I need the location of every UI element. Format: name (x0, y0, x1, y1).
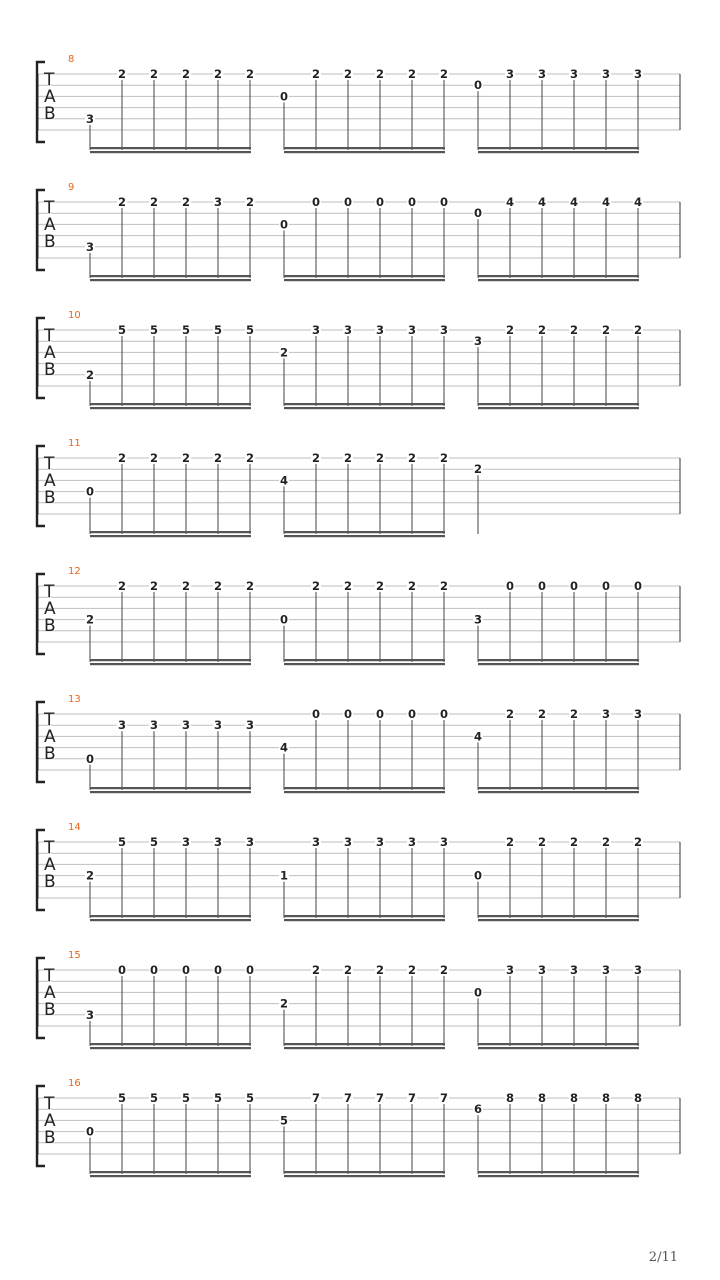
tab-clef-letter: T (44, 198, 55, 218)
fret-number: 2 (213, 579, 223, 593)
tab-clef-letter: B (44, 1128, 56, 1148)
fret-number: 3 (375, 323, 385, 337)
measure-number: 8 (68, 54, 75, 65)
measure-number: 11 (68, 438, 81, 449)
page-number: 2/11 (648, 1250, 678, 1265)
fret-number: 2 (181, 451, 191, 465)
beam (478, 659, 639, 661)
measure-number: 14 (68, 822, 81, 833)
tab-clef-letter: A (44, 343, 56, 363)
fret-number: 3 (633, 67, 643, 81)
fret-number: 0 (343, 707, 353, 721)
beam (284, 147, 445, 149)
fret-number: 0 (181, 963, 191, 977)
beam (284, 403, 445, 405)
fret-number: 0 (407, 195, 417, 209)
fret-number: 4 (473, 729, 483, 744)
fret-number: 0 (279, 89, 289, 104)
beam (284, 535, 445, 537)
beam (284, 1171, 445, 1173)
beam (478, 1175, 639, 1177)
fret-number: 3 (439, 323, 449, 337)
tab-clef-letter: B (44, 232, 56, 252)
fret-number: 3 (213, 718, 223, 733)
fret-number: 6 (473, 1102, 483, 1117)
beam (478, 403, 639, 405)
beam (90, 279, 251, 281)
fret-number: 4 (537, 195, 547, 209)
fret-number: 2 (633, 835, 643, 849)
beam (90, 531, 251, 533)
fret-number: 2 (343, 963, 353, 977)
fret-number: 2 (375, 67, 385, 81)
measure-number: 10 (68, 310, 81, 321)
beam (284, 1047, 445, 1049)
fret-number: 3 (85, 239, 95, 254)
fret-number: 0 (85, 751, 95, 766)
fret-number: 0 (149, 963, 159, 977)
tab-clef-letter: T (44, 1094, 55, 1114)
fret-number: 0 (633, 579, 643, 593)
fret-number: 2 (311, 451, 321, 465)
fret-number: 3 (505, 67, 515, 81)
beam (478, 915, 639, 917)
fret-number: 3 (117, 718, 127, 733)
fret-number: 7 (439, 1091, 449, 1105)
tab-clef-letter: T (44, 326, 55, 346)
fret-number: 3 (213, 195, 223, 209)
tab-clef-letter: B (44, 872, 56, 892)
beam (284, 659, 445, 661)
beam (90, 275, 251, 277)
fret-number: 5 (181, 1091, 191, 1105)
tab-clef-letter: A (44, 87, 56, 107)
fret-number: 4 (633, 195, 643, 209)
fret-number: 2 (117, 67, 127, 81)
beam (284, 915, 445, 917)
fret-number: 2 (181, 579, 191, 593)
tab-system-14 (37, 822, 680, 921)
tab-clef-letter: B (44, 488, 56, 508)
fret-number: 5 (117, 1091, 127, 1105)
fret-number: 3 (537, 67, 547, 81)
fret-number: 8 (569, 1091, 579, 1105)
tab-clef-letter: A (44, 1111, 56, 1131)
tab-clef-letter: B (44, 616, 56, 636)
measure-number: 9 (68, 182, 75, 193)
fret-number: 2 (439, 67, 449, 81)
tab-clef-letter: A (44, 215, 56, 235)
fret-number: 2 (569, 323, 579, 337)
fret-number: 0 (85, 1124, 95, 1139)
fret-number: 2 (149, 579, 159, 593)
fret-number: 3 (473, 612, 483, 627)
tab-clef-letter: B (44, 1000, 56, 1020)
fret-number: 2 (601, 835, 611, 849)
beam (284, 791, 445, 793)
beam (284, 787, 445, 789)
fret-number: 2 (505, 835, 515, 849)
fret-number: 0 (473, 78, 483, 93)
fret-number: 2 (537, 835, 547, 849)
beam (478, 147, 639, 149)
fret-number: 2 (439, 963, 449, 977)
fret-number: 2 (375, 451, 385, 465)
fret-number: 2 (343, 579, 353, 593)
beam (90, 915, 251, 917)
fret-number: 2 (537, 707, 547, 721)
beam (284, 1043, 445, 1045)
fret-number: 2 (569, 835, 579, 849)
fret-number: 5 (213, 323, 223, 337)
fret-number: 0 (505, 579, 515, 593)
fret-number: 7 (343, 1091, 353, 1105)
fret-number: 0 (473, 868, 483, 883)
fret-number: 2 (149, 195, 159, 209)
fret-number: 2 (149, 451, 159, 465)
beam (478, 663, 639, 665)
fret-number: 2 (311, 67, 321, 81)
tab-system-8 (37, 54, 680, 153)
fret-number: 3 (633, 707, 643, 721)
fret-number: 2 (213, 67, 223, 81)
beam (90, 919, 251, 921)
fret-number: 2 (311, 579, 321, 593)
fret-number: 2 (601, 323, 611, 337)
fret-number: 3 (181, 718, 191, 733)
fret-number: 4 (601, 195, 611, 209)
fret-number: 2 (311, 963, 321, 977)
fret-number: 5 (181, 323, 191, 337)
measure-number: 12 (68, 566, 81, 577)
beam (478, 407, 639, 409)
fret-number: 0 (473, 985, 483, 1000)
beam (90, 147, 251, 149)
fret-number: 8 (537, 1091, 547, 1105)
fret-number: 0 (439, 707, 449, 721)
fret-number: 0 (439, 195, 449, 209)
fret-number: 5 (245, 1091, 255, 1105)
measure-number: 13 (68, 694, 81, 705)
fret-number: 2 (245, 451, 255, 465)
beam (478, 1043, 639, 1045)
tab-clef-letter: B (44, 744, 56, 764)
tab-system-15 (37, 950, 680, 1049)
beam (90, 407, 251, 409)
fret-number: 2 (569, 707, 579, 721)
fret-number: 2 (407, 963, 417, 977)
fret-number: 3 (569, 67, 579, 81)
beam (478, 791, 639, 793)
fret-number: 3 (473, 334, 483, 349)
fret-number: 2 (439, 579, 449, 593)
fret-number: 2 (439, 451, 449, 465)
fret-number: 3 (245, 835, 255, 849)
fret-number: 2 (343, 67, 353, 81)
fret-number: 8 (601, 1091, 611, 1105)
fret-number: 3 (311, 323, 321, 337)
fret-number: 0 (213, 963, 223, 977)
tab-clef-letter: T (44, 710, 55, 730)
beam (90, 1175, 251, 1177)
fret-number: 2 (537, 323, 547, 337)
fret-number: 2 (505, 323, 515, 337)
tab-system-9 (37, 182, 680, 281)
beam (478, 151, 639, 153)
beam (90, 791, 251, 793)
fret-number: 3 (343, 323, 353, 337)
tab-clef-letter: A (44, 471, 56, 491)
fret-number: 5 (117, 835, 127, 849)
fret-number: 5 (149, 1091, 159, 1105)
tab-clef-letter: B (44, 360, 56, 380)
fret-number: 3 (213, 835, 223, 849)
fret-number: 0 (117, 963, 127, 977)
fret-number: 4 (279, 740, 289, 755)
beam (90, 1043, 251, 1045)
fret-number: 0 (569, 579, 579, 593)
fret-number: 3 (343, 835, 353, 849)
fret-number: 2 (279, 345, 289, 360)
beam (90, 1047, 251, 1049)
tab-clef-letter: T (44, 838, 55, 858)
fret-number: 4 (569, 195, 579, 209)
fret-number: 2 (279, 996, 289, 1011)
fret-number: 0 (375, 707, 385, 721)
fret-number: 1 (279, 868, 289, 883)
fret-number: 3 (601, 963, 611, 977)
beam (284, 279, 445, 281)
tab-clef-letter: A (44, 983, 56, 1003)
tab-clef-letter: B (44, 104, 56, 124)
beam (478, 1047, 639, 1049)
fret-number: 0 (279, 612, 289, 627)
fret-number: 2 (181, 195, 191, 209)
fret-number: 2 (407, 579, 417, 593)
fret-number: 2 (85, 612, 95, 627)
fret-number: 2 (181, 67, 191, 81)
fret-number: 3 (85, 111, 95, 126)
fret-number: 3 (407, 835, 417, 849)
fret-number: 0 (279, 217, 289, 232)
fret-number: 4 (279, 473, 289, 488)
fret-number: 3 (569, 963, 579, 977)
fret-number: 2 (213, 451, 223, 465)
fret-number: 2 (343, 451, 353, 465)
fret-number: 3 (149, 718, 159, 733)
fret-number: 3 (181, 835, 191, 849)
fret-number: 0 (473, 206, 483, 221)
fret-number: 2 (245, 67, 255, 81)
fret-number: 2 (375, 963, 385, 977)
fret-number: 3 (537, 963, 547, 977)
beam (478, 787, 639, 789)
fret-number: 2 (375, 579, 385, 593)
beam (478, 279, 639, 281)
fret-number: 5 (149, 323, 159, 337)
fret-number: 8 (505, 1091, 515, 1105)
fret-number: 7 (311, 1091, 321, 1105)
fret-number: 0 (85, 484, 95, 499)
tab-system-10 (37, 310, 680, 409)
fret-number: 2 (149, 67, 159, 81)
fret-number: 2 (473, 462, 483, 477)
fret-number: 0 (311, 707, 321, 721)
beam (90, 1171, 251, 1173)
fret-number: 0 (343, 195, 353, 209)
fret-number: 0 (245, 963, 255, 977)
measure-number: 16 (68, 1078, 81, 1089)
fret-number: 3 (311, 835, 321, 849)
beam (284, 151, 445, 153)
fret-number: 5 (245, 323, 255, 337)
fret-number: 3 (601, 707, 611, 721)
beam (478, 275, 639, 277)
fret-number: 2 (407, 451, 417, 465)
fret-number: 5 (149, 835, 159, 849)
fret-number: 2 (407, 67, 417, 81)
fret-number: 3 (375, 835, 385, 849)
beam (90, 663, 251, 665)
tab-system-13 (37, 694, 680, 793)
beam (478, 1171, 639, 1173)
fret-number: 0 (407, 707, 417, 721)
tab-clef-letter: A (44, 727, 56, 747)
fret-number: 7 (407, 1091, 417, 1105)
fret-number: 2 (505, 707, 515, 721)
measure-number: 15 (68, 950, 81, 961)
fret-number: 3 (601, 67, 611, 81)
fret-number: 7 (375, 1091, 385, 1105)
fret-number: 3 (633, 963, 643, 977)
tab-clef-letter: T (44, 966, 55, 986)
fret-number: 3 (407, 323, 417, 337)
fret-number: 2 (117, 579, 127, 593)
tab-clef-letter: A (44, 599, 56, 619)
beam (478, 919, 639, 921)
tab-clef-letter: A (44, 855, 56, 875)
fret-number: 3 (439, 835, 449, 849)
fret-number: 0 (311, 195, 321, 209)
tab-system-12 (37, 566, 680, 665)
beam (284, 1175, 445, 1177)
beam (284, 407, 445, 409)
fret-number: 2 (245, 579, 255, 593)
beam (284, 275, 445, 277)
fret-number: 3 (245, 718, 255, 733)
fret-number: 2 (117, 195, 127, 209)
beam (284, 663, 445, 665)
fret-number: 3 (505, 963, 515, 977)
fret-number: 2 (85, 868, 95, 883)
fret-number: 5 (213, 1091, 223, 1105)
beam (90, 535, 251, 537)
fret-number: 0 (537, 579, 547, 593)
fret-number: 2 (245, 195, 255, 209)
fret-number: 3 (85, 1007, 95, 1022)
tab-clef-letter: T (44, 582, 55, 602)
fret-number: 5 (279, 1113, 289, 1128)
beam (90, 403, 251, 405)
fret-number: 0 (375, 195, 385, 209)
tab-clef-letter: T (44, 70, 55, 90)
fret-number: 2 (633, 323, 643, 337)
fret-number: 2 (117, 451, 127, 465)
fret-number: 2 (85, 367, 95, 382)
fret-number: 5 (117, 323, 127, 337)
beam (284, 531, 445, 533)
beam (90, 787, 251, 789)
tab-system-16 (37, 1078, 680, 1177)
beam (90, 659, 251, 661)
tab-clef-letter: T (44, 454, 55, 474)
beam (284, 919, 445, 921)
fret-number: 0 (601, 579, 611, 593)
fret-number: 8 (633, 1091, 643, 1105)
beam (90, 151, 251, 153)
fret-number: 4 (505, 195, 515, 209)
tab-system-11 (37, 438, 680, 537)
